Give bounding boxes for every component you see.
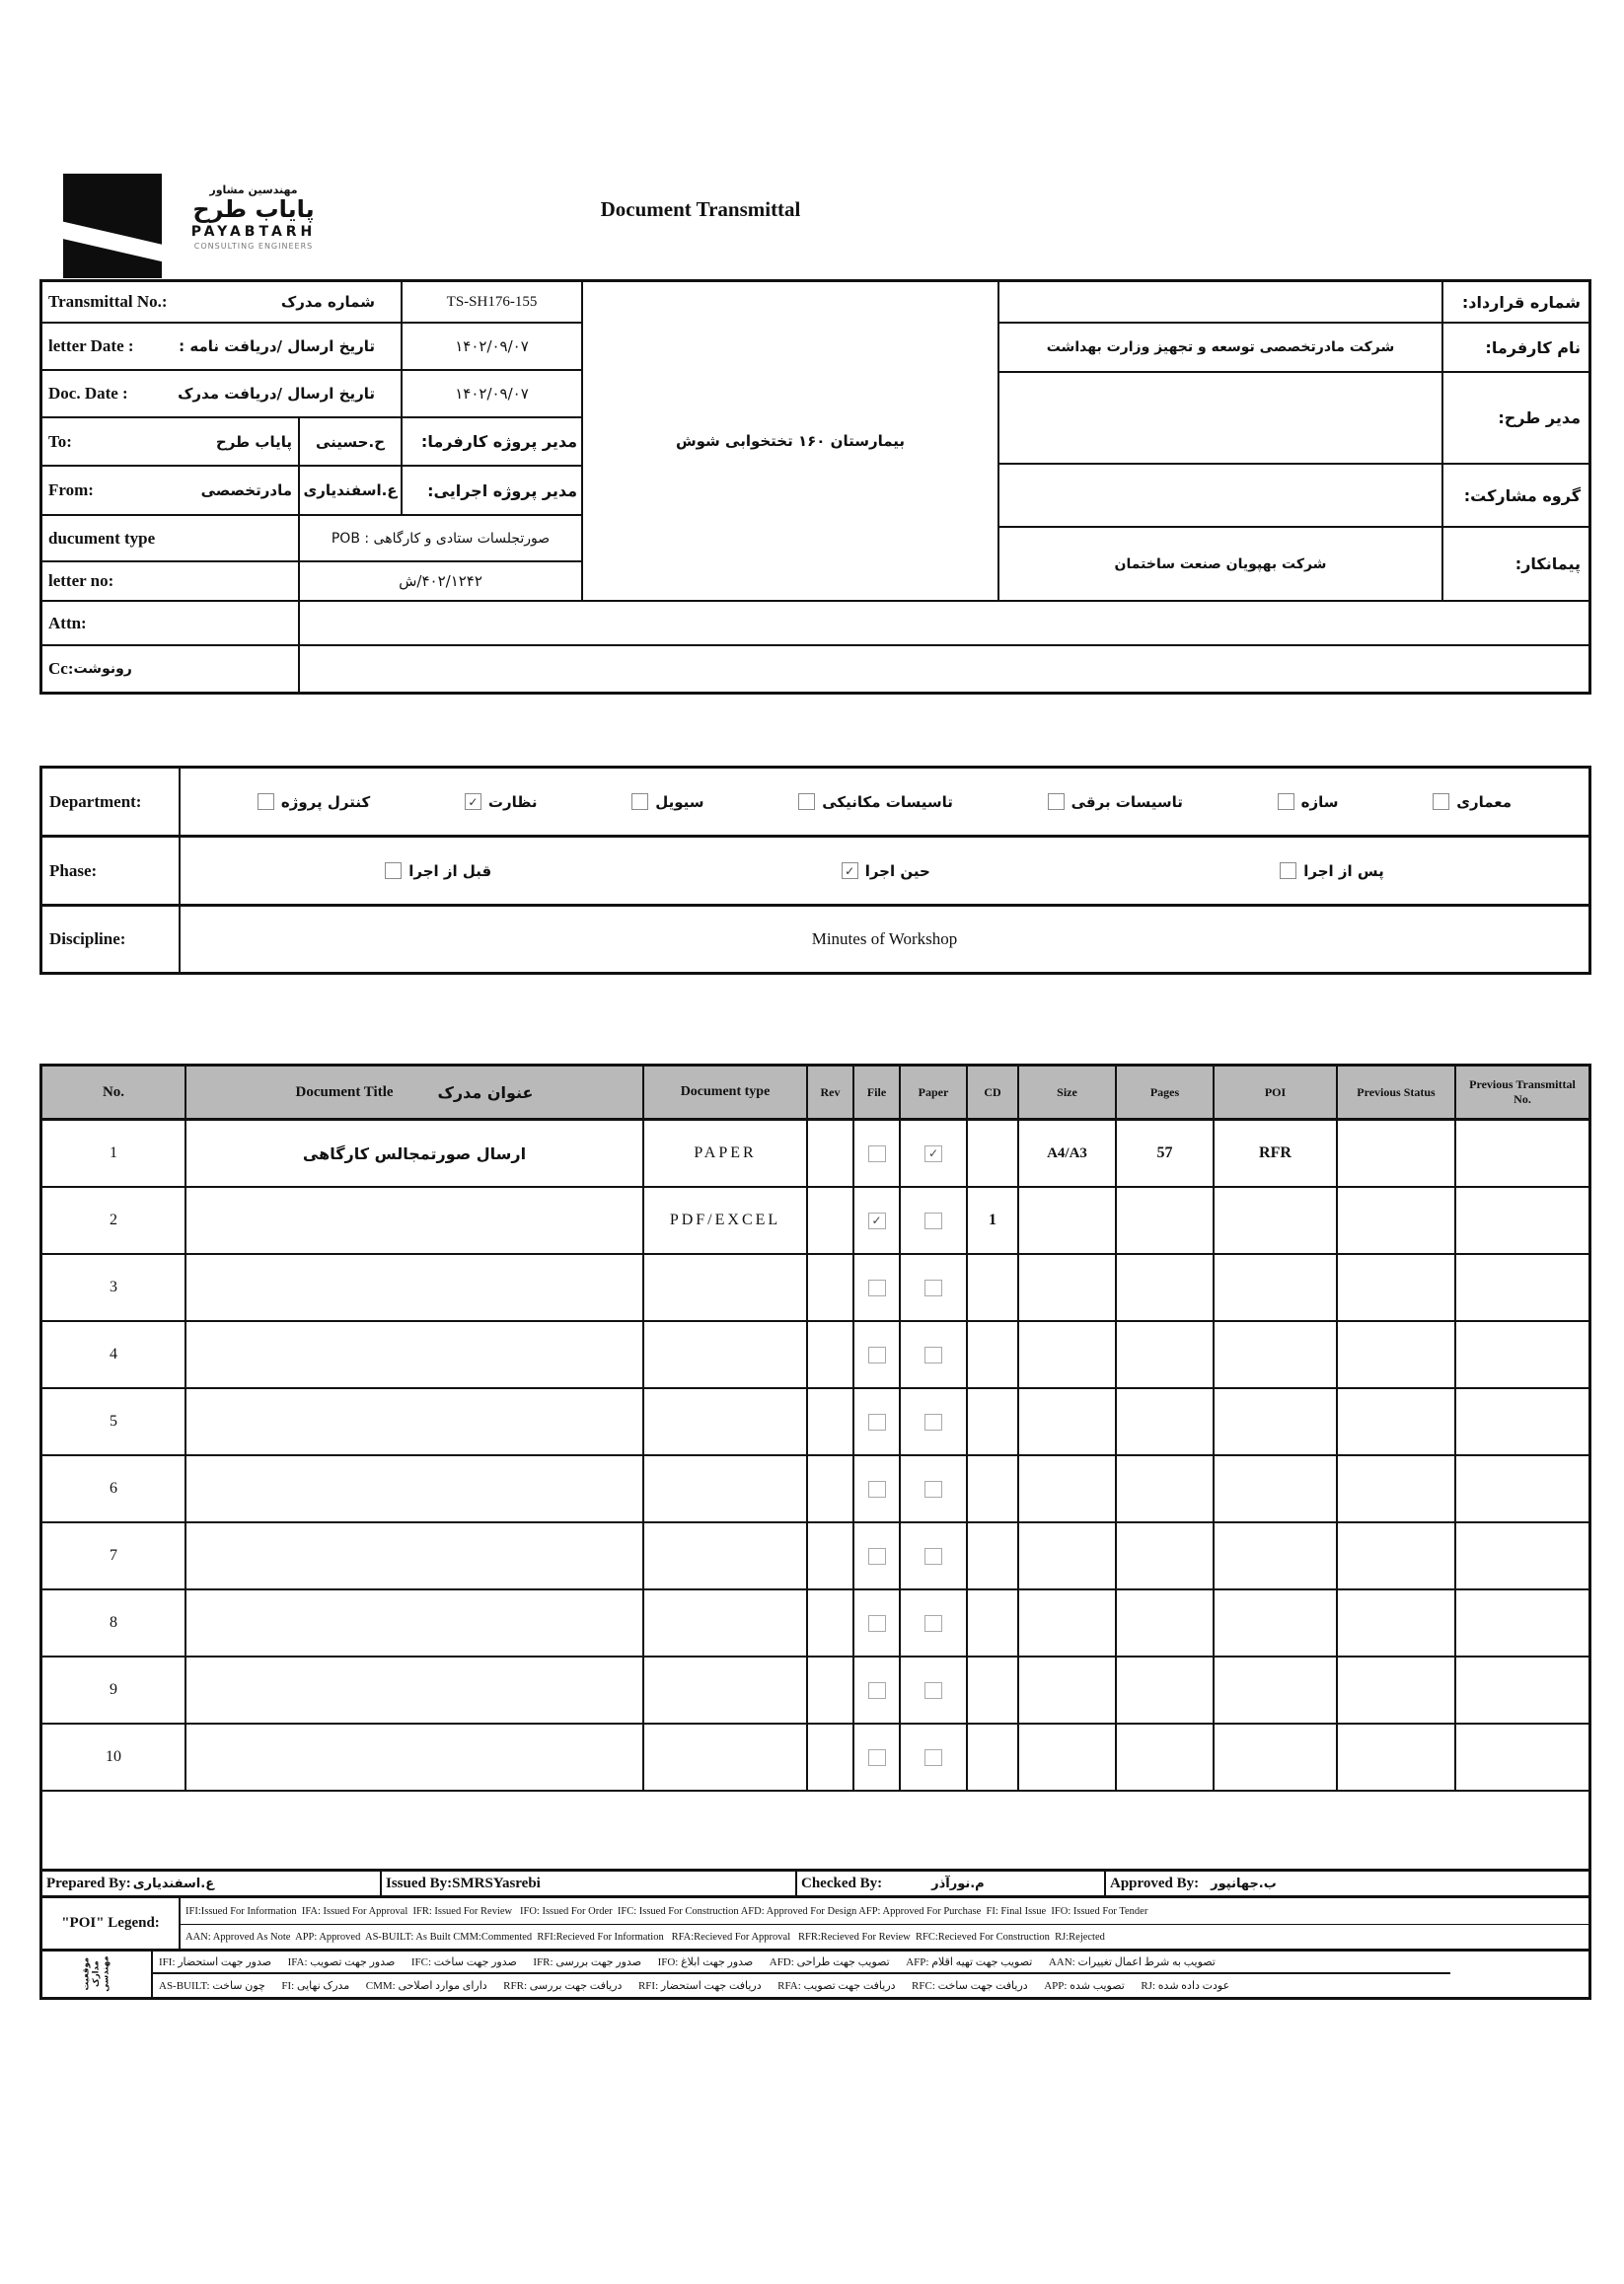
row-title [186,1456,644,1523]
contract-no-label: شماره قرارداد: [1443,282,1588,324]
department-option-label: تاسیسات برقی [1070,792,1183,811]
row-title [186,1255,644,1322]
phase-checkbox[interactable] [385,862,402,879]
row-prev-status [1338,1658,1456,1725]
department-option-label: کنترل پروژه [280,792,371,811]
file-checkbox[interactable] [868,1548,886,1565]
row-rev [808,1590,854,1658]
client-name-value: شرکت مادرتخصصی توسعه و تجهیز وزارت بهداشت [999,324,1443,373]
department-options [181,769,1588,838]
row-poi: RFR [1215,1121,1338,1188]
row-pages [1117,1725,1215,1792]
row-paper [901,1658,968,1725]
document-rows [42,1121,1588,1792]
contractor-label: پیمانکار: [1514,554,1581,573]
header-table [39,279,1591,695]
department-label: Department: [42,769,181,838]
row-cd [968,1389,1019,1456]
row-paper [901,1255,968,1322]
row-poi [1215,1255,1338,1322]
row-title [186,1590,644,1658]
document-table [39,1064,1591,2000]
phase-label: Phase: [42,838,181,907]
phase-option-label: حین اجرا [864,861,930,880]
exec-pm-label: مدیر پروژه اجرایی: [403,467,583,516]
to-cell [42,418,300,467]
document-table-header [42,1067,1588,1121]
row-cd [968,1725,1019,1792]
document-row [42,1322,1588,1389]
row-prev-status [1338,1523,1456,1590]
row-file [854,1523,901,1590]
row-prev-transmittal [1456,1121,1588,1188]
phase-checkbox[interactable]: ✓ [842,862,858,879]
page-title: Document Transmittal [600,197,801,221]
row-prev-status [1338,1456,1456,1523]
attn-value [300,602,1588,646]
row-type [644,1523,808,1590]
from-person: ع.اسفندیاری [300,467,403,516]
doc-date-value: ۱۴۰۲/۰۹/۰۷ [403,371,583,418]
signature-row [42,1872,1588,1898]
row-rev [808,1255,854,1322]
row-cd [968,1658,1019,1725]
department-option [258,793,370,811]
row-size [1019,1658,1117,1725]
document-row [42,1255,1588,1322]
row-cd: 1 [968,1188,1019,1255]
row-poi [1215,1456,1338,1523]
document-row [42,1658,1588,1725]
row-type [644,1725,808,1792]
transmittal-no-label-fa: شماره مدرک [280,293,375,311]
row-cd [968,1255,1019,1322]
department-table [39,766,1591,975]
contract-no-value [999,282,1443,324]
department-option-label: نظارت [487,792,538,811]
cc-label-en: Cc: [48,659,74,678]
phase-option [385,862,491,880]
department-option [465,793,538,811]
letter-date-row [42,324,403,371]
department-option-label: سیویل [655,792,704,811]
row-size [1019,1322,1117,1389]
col-prev-transmittal: Previous Transmittal No. [1456,1067,1588,1121]
file-checkbox[interactable] [868,1682,886,1699]
prepared-by-value: ع.اسفندیاری [132,1876,215,1891]
issued-by-label: Issued By: [386,1875,453,1891]
row-size [1019,1590,1117,1658]
row-cd [968,1322,1019,1389]
row-poi [1215,1523,1338,1590]
row-pages [1117,1188,1215,1255]
poi-legend-line2: AAN: Approved As Note APP: Approved AS-BUILT: As Built CMM:Commented RFI:Recieved For Information RFA:Recieved For Approval RFR:Recieved For Review RFC:Recieved For Construction RJ:Rejected [181,1925,1588,1952]
paper-checkbox[interactable] [924,1749,942,1766]
row-no: 5 [42,1389,186,1456]
approved-by-label: Approved By: [1110,1875,1200,1891]
row-no: 6 [42,1456,186,1523]
design-manager-value [999,373,1443,465]
phase-checkbox[interactable] [1280,862,1296,879]
col-title-fa: عنوان مدرک [437,1082,534,1102]
row-paper [901,1121,968,1188]
issued-by-value: SMRSYasrebi [452,1875,541,1891]
col-title [186,1067,644,1121]
row-size [1019,1725,1117,1792]
row-size: A4/A3 [1019,1121,1117,1188]
row-pages [1117,1389,1215,1456]
fa-legend-label-text: موقعیت مدارک مهندسی [81,1955,111,1993]
cc-label-fa: رونوشت [73,661,132,677]
row-size [1019,1389,1117,1456]
row-pages [1117,1523,1215,1590]
paper-checkbox[interactable] [924,1548,942,1565]
row-pages: 57 [1117,1121,1215,1188]
row-cd [968,1121,1019,1188]
row-paper [901,1322,968,1389]
paper-checkbox[interactable] [924,1682,942,1699]
row-poi [1215,1658,1338,1725]
department-option [631,793,703,811]
transmittal-no-row [42,282,403,324]
row-prev-status [1338,1121,1456,1188]
client-name-label: نام کارفرما: [1443,324,1588,373]
department-option [1278,793,1339,811]
col-pages: Pages [1117,1067,1215,1121]
paper-checkbox[interactable] [924,1280,942,1296]
department-option-label: معماری [1456,792,1513,811]
logo-en-subtitle: CONSULTING ENGINEERS [193,242,314,252]
row-paper [901,1456,968,1523]
fa-legend-line1: IFI: صدور جهت استحضار IFA: صدور جهت تصویب IFC: صدور جهت ساخت IFR: صدور جهت بررسی IFO: صدور جهت ابلاغ AFD: تصویب جهت طراحی AFP: تصویب جهت تهیه اقلام AAN: تصویب به شرط اعمال تغییرات [153,1952,1450,1974]
row-paper [901,1590,968,1658]
row-no: 10 [42,1725,186,1792]
document-row [42,1121,1588,1188]
phase-option [842,862,930,880]
col-no: No. [42,1067,186,1121]
row-size [1019,1255,1117,1322]
row-title: ارسال صورتمجالس کارگاهی [186,1121,644,1188]
row-paper [901,1725,968,1792]
document-row [42,1456,1588,1523]
row-file [854,1322,901,1389]
row-type [644,1322,808,1389]
document-row [42,1389,1588,1456]
row-prev-transmittal [1456,1322,1588,1389]
col-cd: CD [968,1067,1019,1121]
col-file: File [854,1067,901,1121]
fa-legend-line2: AS-BUILT: چون ساخت FI: مدرک نهایی CMM: دارای موارد اصلاحی RFR: دریافت جهت بررسی RFI: دریافت جهت استحضار RFA: دریافت جهت تصویب RFC: دریافت جهت ساخت APP: تصویب شده RJ: عودت داده شده [159,1980,1230,1992]
letter-date-label-en: letter Date : [48,336,134,355]
row-size [1019,1523,1117,1590]
row-no: 4 [42,1322,186,1389]
document-row [42,1188,1588,1255]
poi-legend-label: "POI" Legend: [42,1898,181,1952]
letter-no-label: letter no: [42,562,300,602]
col-paper: Paper [901,1067,968,1121]
row-cd [968,1590,1019,1658]
file-checkbox[interactable] [868,1481,886,1498]
approved-by-cell [1106,1872,1588,1898]
transmittal-no-label-en: Transmittal No.: [48,292,168,311]
paper-checkbox[interactable] [924,1615,942,1632]
paper-checkbox[interactable] [924,1414,942,1431]
row-pages [1117,1456,1215,1523]
row-no: 2 [42,1188,186,1255]
poi-legend-line1: IFI:Issued For Information IFA: Issued For Approval IFR: Issued For Review IFO: Issued For Order IFC: Issued For Construction AFD: Approved For Design AFP: Approved For Purchase FI: Final Issue IFO: Issued For Tender [181,1898,1588,1925]
department-option-label: تاسیسات مکانیکی [822,792,953,811]
row-rev [808,1725,854,1792]
col-prev-status: Previous Status [1338,1067,1456,1121]
row-pages [1117,1322,1215,1389]
row-paper [901,1523,968,1590]
doc-date-label-en: Doc. Date : [48,384,128,403]
phase-option-label: پس از اجرا [1303,861,1384,880]
client-pm-label: مدیر پروژه کارفرما: [403,418,583,467]
row-rev [808,1389,854,1456]
logo-en-name: PAYABTARH [190,224,317,241]
from-value: مادرتخصصی [200,481,292,499]
row-no: 3 [42,1255,186,1322]
row-rev [808,1322,854,1389]
paper-checkbox[interactable]: ✓ [924,1145,942,1162]
row-file [854,1389,901,1456]
row-rev [808,1121,854,1188]
col-title-en: Document Title [295,1083,394,1100]
col-size: Size [1019,1067,1117,1121]
row-prev-transmittal [1456,1523,1588,1590]
from-label: From: [48,480,94,499]
logo-fa-tagline: مهندسین مشاور [209,184,298,196]
row-poi [1215,1188,1338,1255]
row-file [854,1725,901,1792]
logo-fa-name: پایاب طرح [192,195,315,223]
phase-option-label: قبل از اجرا [408,861,492,880]
approved-by-value: ب.جهانپور [1211,1876,1277,1891]
poi-legend [42,1898,1588,1952]
row-type [644,1590,808,1658]
row-poi [1215,1590,1338,1658]
project-name: بیمارستان ۱۶۰ تختخوابی شوش [583,282,999,602]
department-option [798,793,953,811]
row-prev-status [1338,1590,1456,1658]
row-file [854,1121,901,1188]
department-checkbox[interactable] [258,793,274,810]
prepared-by-cell [42,1872,382,1898]
col-rev: Rev [808,1067,854,1121]
row-no: 9 [42,1658,186,1725]
row-prev-transmittal [1456,1590,1588,1658]
doc-date-row [42,371,403,418]
row-prev-status [1338,1725,1456,1792]
row-prev-status [1338,1322,1456,1389]
row-paper [901,1389,968,1456]
row-rev [808,1456,854,1523]
paper-checkbox[interactable] [924,1347,942,1363]
department-option [1433,793,1512,811]
row-prev-transmittal [1456,1725,1588,1792]
phase-options [181,838,1588,907]
paper-checkbox[interactable] [924,1213,942,1229]
row-no: 7 [42,1523,186,1590]
design-manager-label: مدیر طرح: [1443,373,1588,465]
row-size [1019,1188,1117,1255]
letter-date-label-fa: تاریخ ارسال /دریافت نامه : [179,337,375,355]
row-size [1019,1456,1117,1523]
file-checkbox[interactable] [868,1749,886,1766]
row-file [854,1255,901,1322]
row-poi [1215,1725,1338,1792]
row-type [644,1255,808,1322]
row-title [186,1725,644,1792]
row-title [186,1658,644,1725]
row-file [854,1590,901,1658]
row-prev-transmittal [1456,1255,1588,1322]
row-rev [808,1523,854,1590]
discipline-label: Discipline: [42,907,181,972]
header-right-block [999,282,1588,602]
department-checkbox[interactable] [798,793,815,810]
company-logo [63,170,359,288]
checked-by-cell [797,1872,1106,1898]
document-type-label: ducument type [42,516,300,562]
row-cd [968,1456,1019,1523]
row-file [854,1188,901,1255]
row-cd [968,1523,1019,1590]
row-rev [808,1188,854,1255]
row-type: PAPER [644,1121,808,1188]
fa-legend [42,1952,1588,1997]
fa-legend-label [42,1952,153,1997]
department-option [1048,793,1183,811]
row-paper [901,1188,968,1255]
file-checkbox[interactable]: ✓ [868,1213,886,1229]
department-checkbox[interactable]: ✓ [465,793,481,810]
department-checkbox[interactable] [631,793,648,810]
col-poi: POI [1215,1067,1338,1121]
cc-cell [42,646,300,692]
from-cell [42,467,300,516]
letter-date-value: ۱۴۰۲/۰۹/۰۷ [403,324,583,371]
file-checkbox[interactable] [868,1280,886,1296]
to-label: To: [48,431,72,451]
partnership-value [999,465,1443,528]
document-row [42,1523,1588,1590]
row-type: PDF/EXCEL [644,1188,808,1255]
row-type [644,1389,808,1456]
row-prev-status [1338,1188,1456,1255]
row-prev-status [1338,1389,1456,1456]
document-row [42,1725,1588,1792]
cc-value [300,646,1588,692]
row-title [186,1389,644,1456]
to-value: پایاب طرح [215,432,292,451]
row-file [854,1658,901,1725]
file-checkbox[interactable] [868,1615,886,1632]
checked-by-value: م.نورآذر [931,1876,985,1891]
col-type: Document type [644,1067,808,1121]
row-no: 1 [42,1121,186,1188]
transmittal-no-value: TS-SH176-155 [403,282,583,324]
issued-by-cell [382,1872,797,1898]
row-file [854,1456,901,1523]
row-pages [1117,1590,1215,1658]
row-prev-transmittal [1456,1658,1588,1725]
row-title [186,1188,644,1255]
department-checkbox[interactable] [1433,793,1449,810]
row-prev-status [1338,1255,1456,1322]
row-no: 8 [42,1590,186,1658]
document-type-value: صورتجلسات ستادی و کارگاهی : POB [300,516,583,562]
paper-checkbox[interactable] [924,1481,942,1498]
row-prev-transmittal [1456,1456,1588,1523]
prepared-by-label: Prepared By: [46,1875,131,1891]
document-row [42,1590,1588,1658]
row-title [186,1523,644,1590]
department-option-label: سازه [1300,792,1339,811]
logo-mark-icon [63,174,162,278]
row-pages [1117,1658,1215,1725]
to-person: ح.حسینی [300,418,403,467]
row-pages [1117,1255,1215,1322]
row-poi [1215,1322,1338,1389]
phase-option [1280,862,1383,880]
attn-label: Attn: [42,602,300,646]
row-type [644,1658,808,1725]
row-title [186,1322,644,1389]
file-checkbox[interactable] [868,1347,886,1363]
row-poi [1215,1389,1338,1456]
checked-by-label: Checked By: [801,1875,883,1891]
contractor-value: شرکت بهپویان صنعت ساختمان [999,528,1443,600]
row-rev [808,1658,854,1725]
row-prev-transmittal [1456,1389,1588,1456]
department-checkbox[interactable] [1048,793,1065,810]
logo-slash-shape [63,218,162,267]
row-prev-transmittal [1456,1188,1588,1255]
file-checkbox[interactable] [868,1414,886,1431]
partnership-label: گروه مشارکت: [1443,465,1588,528]
doc-date-label-fa: تاریخ ارسال /دریافت مدرک [178,385,375,403]
letter-no-value: ۴۰۲/۱۲۴۲/ش [300,562,583,602]
table-empty-area [42,1792,1588,1872]
discipline-value: Minutes of Workshop [811,929,958,948]
department-checkbox[interactable] [1278,793,1294,810]
file-checkbox[interactable] [868,1145,886,1162]
row-type [644,1456,808,1523]
